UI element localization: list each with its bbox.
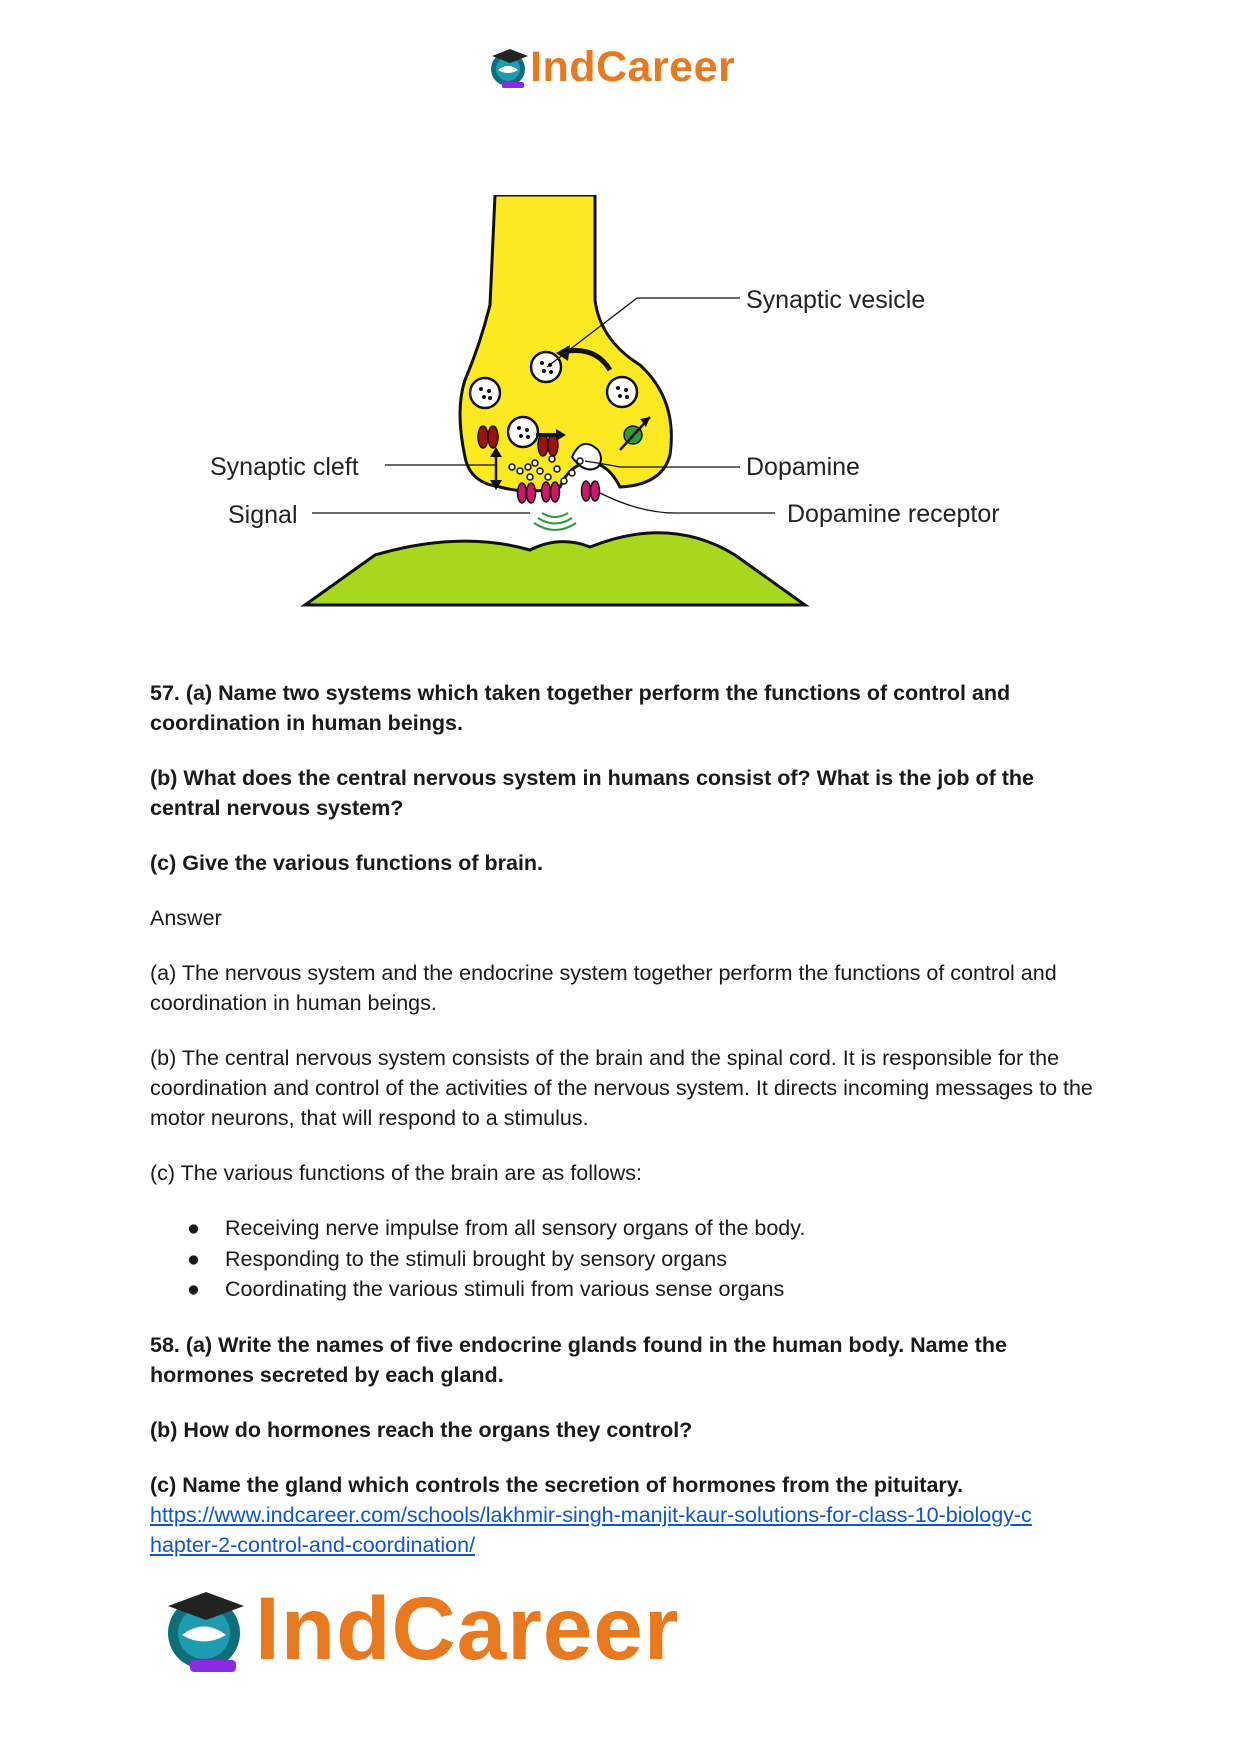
question-57a: 57. (a) Name two systems which taken together perform the functions of control and coordination in human beings. (150, 681, 1011, 735)
source-link-line-1[interactable]: https://www.indcareer.com/schools/lakhmir-singh-manjit-kaur-solutions-for-class-10-biology-c (150, 1502, 1032, 1527)
list-item (150, 1274, 1100, 1305)
question-57b: (b) What does the central nervous system in humans consist of? What is the job of the central nervous system? (150, 766, 1034, 820)
logo-text: IndCareer (255, 1578, 680, 1678)
header-logo[interactable] (488, 42, 758, 92)
answer-57a: (a) The nervous system and the endocrine system together perform the functions of control and coordination in human beings. (150, 961, 1057, 1015)
logo-text: IndCareer (530, 43, 736, 91)
answer-label: Answer (150, 906, 222, 930)
bullet-icon: ● (187, 1246, 200, 1271)
synapse-diagram (200, 195, 1080, 625)
bullet-icon: ● (187, 1216, 200, 1240)
answer-57c: (c) The various functions of the brain are as follows: (150, 1161, 642, 1185)
graduation-cap-icon (160, 1578, 252, 1678)
bullet-icon: ● (187, 1277, 200, 1301)
footer-logo[interactable] (160, 1578, 720, 1678)
label-dopamine-receptor: Dopamine receptor (787, 500, 1000, 528)
question-58c: (c) Name the gland which controls the secretion of hormones from the pituitary. (150, 1472, 964, 1497)
signal-waves (534, 513, 576, 530)
document-body (150, 678, 1100, 1560)
source-link-line-2[interactable]: hapter-2-control-and-coordination/ (150, 1532, 476, 1557)
list-item-text: Responding to the stimuli brought by sensory organs (225, 1246, 727, 1271)
label-synaptic-vesicle: Synaptic vesicle (746, 286, 926, 314)
list-item (150, 1213, 1100, 1244)
question-58a: 58. (a) Write the names of five endocrine glands found in the human body. Name the hormones secreted by each gland. (150, 1332, 1007, 1387)
dendrite-shape (305, 533, 805, 605)
list-item-text: Coordinating the various stimuli from various sense organs (225, 1277, 785, 1301)
question-57c: (c) Give the various functions of brain. (150, 851, 544, 875)
question-58b: (b) How do hormones reach the organs they control? (150, 1417, 693, 1442)
answer-57b: (b) The central nervous system consists of the brain and the spinal cord. It is responsible for the coordination and control of the activities of the nervous system. It directs incoming messages to the motor neurons, that will respond to a stimulus. (150, 1046, 1093, 1130)
brain-functions-list (150, 1213, 1100, 1305)
label-signal: Signal (228, 501, 298, 529)
graduation-cap-icon (488, 42, 530, 92)
list-item-text: Receiving nerve impulse from all sensory organs of the body. (225, 1216, 806, 1240)
list-item (150, 1244, 1100, 1275)
dopamine-receptors (518, 481, 600, 503)
label-synaptic-cleft: Synaptic cleft (210, 453, 359, 481)
label-dopamine: Dopamine (746, 453, 860, 481)
source-link[interactable] (150, 1500, 1100, 1560)
